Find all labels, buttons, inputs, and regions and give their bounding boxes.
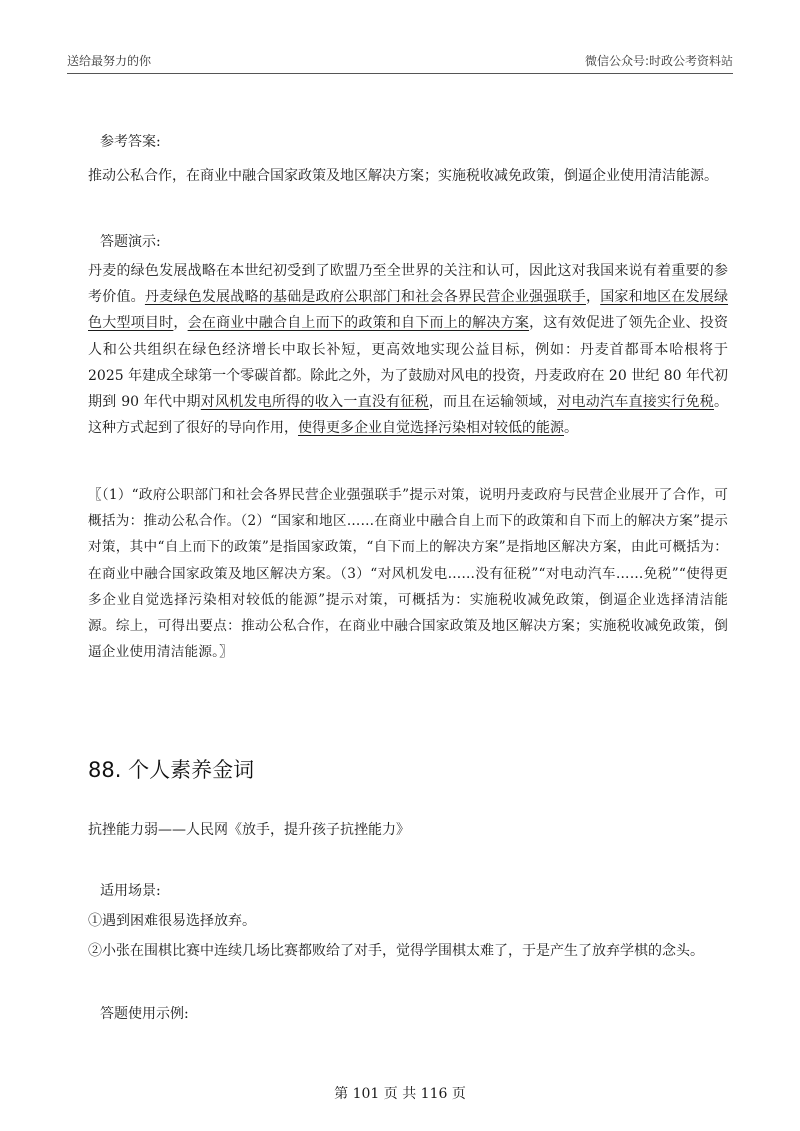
answer-demo-paragraph [88, 258, 728, 441]
paragraph-text-segment: 。 [564, 420, 578, 437]
section-quote: 抗挫能力弱——人民网《放手，提升孩子抗挫能力》 [88, 822, 410, 838]
header-right-text: 微信公众号:时政公考资料站 [584, 54, 733, 68]
scene-item-2: ②小张在围棋比赛中连续几场比赛都败给了对手，觉得学围棋太难了，于是产生了放弃学棋的念头。 [88, 943, 704, 959]
paragraph-text-segment: ， [173, 315, 188, 332]
header-divider [67, 73, 733, 74]
paragraph-text-segment: ， [585, 289, 601, 306]
analysis-note: 〖（1）“政府公职部门和社会各界民营企业强强联手”提示对策，说明丹麦政府与民营企业展开了合作，可概括为：推动公私合作。（2）“国家和地区……在商业中融合自上而下的政策和自下而上的解决方案”提示对策，其中“自上而下的政策”是指国家政策，“自下而上的解决方案”是指地区解决方案，由此可概括为：在商业中融合国家政策及地区解决方案。（3）“对风机发电……没有征税”“对电动汽车……免税”“使得更多企业自觉选择污染相对较低的能源”提示对策，可概括为：实施税收减免政策，倒逼企业选择清洁能源。综上，可得出要点：推动公私合作，在商业中融合国家政策及地区解决方案；实施税收减免政策，倒逼企业使用清洁能源。〗 [88, 487, 728, 661]
paragraph-text-segment: 丹麦的绿色发展战略在本世纪初受到了欧盟乃至全世界的关注和认可，因此这对我国来说有着重要的参考价值。 [88, 263, 728, 306]
underlined-key-phrase: 对电动汽车直接实行免税 [557, 394, 715, 411]
reference-answer-label: 参考答案: [100, 134, 161, 150]
section-title: 88. 个人素养金词 [88, 758, 255, 782]
reference-answer-text: 推动公私合作，在商业中融合国家政策及地区解决方案；实施税收减免政策，倒逼企业使用清洁能源。 [88, 168, 718, 184]
underlined-key-phrase: 丹麦绿色发展战略的基础是政府公职部门和社会各界民营企业强强联手 [144, 289, 586, 306]
header-left-text: 送给最努力的你 [67, 54, 152, 68]
underlined-key-phrase: 国家和地区在发展绿色大型项目时 [88, 289, 729, 332]
page-footer: 第 101 页 共 116 页 [334, 1086, 466, 1102]
underlined-key-phrase: 使得更多企业自觉选择污染相对较低的能源 [298, 420, 564, 437]
underlined-key-phrase: 会在商业中融合自上而下的政策和自下而上的解决方案 [187, 315, 530, 332]
example-label: 答题使用示例: [100, 1006, 189, 1022]
scene-label: 适用场景: [100, 883, 161, 899]
paragraph-text-segment: ，而且在运输领域， [428, 394, 558, 411]
scene-item-1: ①遇到困难很易选择放弃。 [88, 913, 256, 929]
answer-demo-label: 答题演示: [100, 234, 161, 250]
paragraph-text-segment: ，这有效促进了领先企业、投资人和公共组织在绿色经济增长中取长补短，更高效地实现公益目标，例如：丹麦首都哥本哈根将于 2025 年建成全球第一个零碳首都。除此之外，为了鼓励对风电的投资，丹麦政府在 20 世纪 80 年代初期到 90 年代中期 [88, 315, 729, 411]
paragraph-text-segment: 。这种方式起到了很好的导向作用， [88, 394, 729, 437]
underlined-key-phrase: 对风机发电所得的收入一直没有征税 [200, 394, 429, 411]
